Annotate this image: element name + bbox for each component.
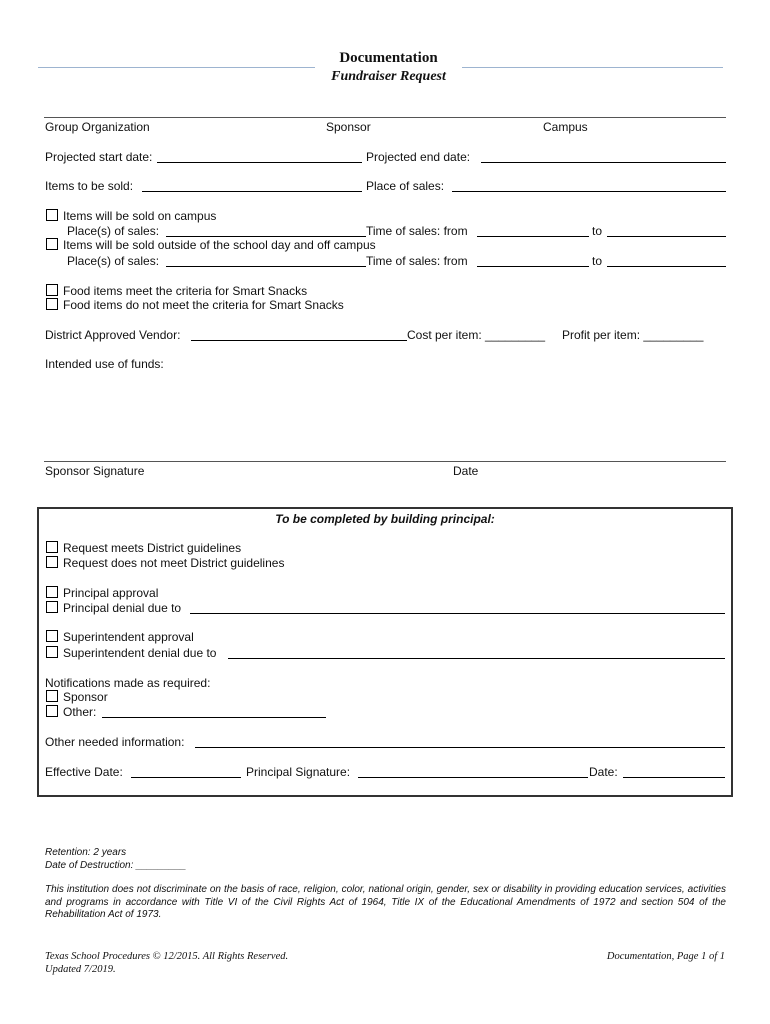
on-campus-label: Items will be sold on campus xyxy=(63,209,217,223)
doc-title: Documentation xyxy=(339,50,438,66)
effective-date-label: Effective Date: xyxy=(45,765,123,779)
intended-funds-label: Intended use of funds: xyxy=(45,357,164,371)
nondiscrimination-notice: This institution does not discriminate on the basis of race, religion, color, national origin, gender, sex or disability in providing education services, activities and programs in accordance with Title VI of the Civil Rights Act of 1964, Title IX of the Educational Amendments of 1972 and section 504 of the Rehabilitation Act of 1973. xyxy=(45,884,726,920)
sponsor-label: Sponsor xyxy=(326,120,371,134)
end-date-field[interactable] xyxy=(481,162,726,163)
principal-denial-field[interactable] xyxy=(190,613,725,614)
places-1-label: Place(s) of sales: xyxy=(67,224,160,238)
principal-signature-field[interactable] xyxy=(358,777,588,778)
not-meet-criteria-checkbox[interactable] xyxy=(46,298,58,310)
principal-denial-checkbox[interactable] xyxy=(46,601,58,613)
place-of-sales-label: Place of sales: xyxy=(366,179,445,193)
not-meet-criteria-label: Food items do not meet the criteria for Smart Snacks xyxy=(63,298,344,312)
other-info-label: Other needed information: xyxy=(45,735,185,749)
not-meets-guidelines-label: Request does not meet District guidelines xyxy=(63,556,285,570)
doc-subtitle: Fundraiser Request xyxy=(331,69,446,84)
notify-other-checkbox[interactable] xyxy=(46,705,58,717)
header-rule-right xyxy=(462,67,723,68)
other-info-field[interactable] xyxy=(195,747,725,748)
notify-sponsor-label: Sponsor xyxy=(63,690,108,704)
places-2-label: Place(s) of sales: xyxy=(67,254,160,268)
places-1-field[interactable] xyxy=(166,236,366,237)
updated-text: Updated 7/2019. xyxy=(45,964,116,975)
page-number: Documentation, Page 1 of 1 xyxy=(606,951,725,962)
sponsor-signature-label: Sponsor Signature xyxy=(45,464,145,478)
signature-date-field[interactable] xyxy=(623,777,725,778)
destruction-text: Date of Destruction: _________ xyxy=(45,860,187,871)
form-top-rule xyxy=(44,117,726,118)
start-date-field[interactable] xyxy=(157,162,362,163)
time-from-2-field[interactable] xyxy=(477,266,589,267)
meets-guidelines-label: Request meets District guidelines xyxy=(63,541,242,555)
superintendent-approval-checkbox[interactable] xyxy=(46,630,58,642)
header-rule-left xyxy=(38,67,315,68)
meet-criteria-checkbox[interactable] xyxy=(46,284,58,296)
items-sold-field[interactable] xyxy=(142,191,362,192)
sponsor-date-label: Date xyxy=(453,464,479,478)
not-meets-guidelines-checkbox[interactable] xyxy=(46,556,58,568)
principal-approval-label: Principal approval xyxy=(63,586,159,600)
superintendent-denial-checkbox[interactable] xyxy=(46,646,58,658)
signature-date-label: Date: xyxy=(589,765,618,779)
place-of-sales-field[interactable] xyxy=(452,191,726,192)
effective-date-field[interactable] xyxy=(131,777,241,778)
superintendent-denial-label: Superintendent denial due to xyxy=(63,646,217,660)
notify-other-field[interactable] xyxy=(102,717,326,718)
time-from-1-field[interactable] xyxy=(477,236,589,237)
vendor-label: District Approved Vendor: xyxy=(45,328,181,342)
off-campus-label: Items will be sold outside of the school day and off campus xyxy=(63,238,376,252)
off-campus-checkbox[interactable] xyxy=(46,238,58,250)
cost-per-item[interactable]: Cost per item: _________ xyxy=(407,328,546,342)
principal-signature-label: Principal Signature: xyxy=(246,765,351,779)
principal-approval-checkbox[interactable] xyxy=(46,586,58,598)
end-date-label: Projected end date: xyxy=(366,150,471,164)
to-1-field[interactable] xyxy=(607,236,726,237)
copyright-text: Texas School Procedures © 12/2015. All Rights Reserved. xyxy=(45,951,289,962)
principal-denial-label: Principal denial due to xyxy=(63,601,182,615)
vendor-field[interactable] xyxy=(191,340,407,341)
items-sold-label: Items to be sold: xyxy=(45,179,134,193)
superintendent-denial-field[interactable] xyxy=(228,658,725,659)
meets-guidelines-checkbox[interactable] xyxy=(46,541,58,553)
notifications-label: Notifications made as required: xyxy=(45,676,211,690)
on-campus-checkbox[interactable] xyxy=(46,209,58,221)
time-from-2-label: Time of sales: from xyxy=(366,254,468,268)
places-2-field[interactable] xyxy=(166,266,366,267)
notify-sponsor-checkbox[interactable] xyxy=(46,690,58,702)
meet-criteria-label: Food items meet the criteria for Smart Snacks xyxy=(63,284,308,298)
group-org-label: Group Organization xyxy=(45,120,150,134)
to-1-label: to xyxy=(592,224,603,238)
superintendent-approval-label: Superintendent approval xyxy=(63,630,194,644)
time-from-1-label: Time of sales: from xyxy=(366,224,468,238)
retention-text: Retention: 2 years xyxy=(45,847,127,858)
to-2-label: to xyxy=(592,254,603,268)
start-date-label: Projected start date: xyxy=(45,150,153,164)
notify-other-label: Other: xyxy=(63,705,97,719)
to-2-field[interactable] xyxy=(607,266,726,267)
campus-label: Campus xyxy=(543,120,588,134)
principal-heading: To be completed by building principal: xyxy=(275,512,495,526)
profit-per-item[interactable]: Profit per item: _________ xyxy=(562,328,704,342)
sponsor-sig-rule xyxy=(44,461,726,462)
